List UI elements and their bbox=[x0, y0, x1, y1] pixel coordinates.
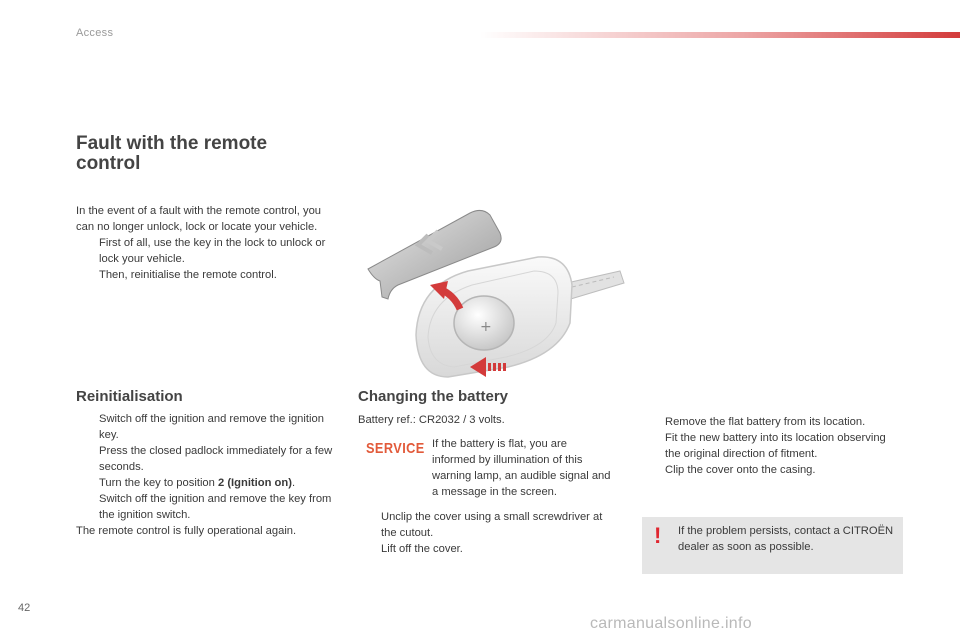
list-item: Lift off the cover. bbox=[381, 543, 463, 555]
watermark: carmanualsonline.info bbox=[590, 615, 752, 632]
remote-key-illustration bbox=[358, 205, 628, 381]
list-item: Switch off the ignition and remove the key from the ignition switch. bbox=[99, 493, 332, 521]
list-item: Remove the flat battery from its location. bbox=[665, 416, 866, 428]
reinitialisation-steps bbox=[76, 411, 338, 539]
ignition-position: 2 (Ignition on) bbox=[217, 477, 292, 489]
battery-steps bbox=[358, 509, 620, 557]
changing-battery-heading: Changing the battery bbox=[358, 388, 509, 405]
intro-text: In the event of a fault with the remote control, you can no longer unlock, lock or locate your vehicle. bbox=[76, 205, 322, 233]
battery-reference: Battery ref.: CR2032 / 3 volts. bbox=[358, 414, 505, 426]
exclamation-warning-icon: ! bbox=[654, 523, 662, 548]
reinitialisation-result: The remote control is fully operational again. bbox=[76, 525, 297, 537]
svg-text:+: + bbox=[480, 319, 492, 335]
list-item: Unclip the cover using a small screwdriver at the cutout. bbox=[381, 511, 603, 539]
page-number: 42 bbox=[18, 602, 31, 614]
battery-warning-text: If the battery is flat, you are informed by illumination of this warning lamp, an audible signal and a message in the screen. bbox=[432, 438, 611, 498]
fault-intro-block bbox=[76, 203, 341, 283]
list-item: Press the closed padlock immediately for a few seconds. bbox=[99, 445, 333, 473]
battery-replacement-steps bbox=[642, 414, 904, 478]
reinitialisation-heading: Reinitialisation bbox=[76, 388, 183, 405]
list-item: Fit the new battery into its location observing the original direction of fitment. bbox=[665, 432, 886, 460]
list-item: First of all, use the key in the lock to unlock or lock your vehicle. bbox=[99, 237, 326, 265]
list-item: Clip the cover onto the casing. bbox=[665, 464, 816, 476]
page-title: Fault with the remote control bbox=[76, 133, 268, 174]
section-label: Access bbox=[76, 27, 114, 39]
warning-note-text: If the problem persists, contact a CITROËN dealer as soon as possible. bbox=[678, 525, 894, 553]
list-item: Turn the key to position 2 (Ignition on). bbox=[99, 477, 296, 489]
header-accent-bar bbox=[480, 32, 960, 38]
list-item: Then, reinitialise the remote control. bbox=[99, 269, 277, 281]
service-warning-lamp-icon: SERVICE bbox=[366, 440, 425, 457]
list-item: Switch off the ignition and remove the ignition key. bbox=[99, 413, 324, 441]
